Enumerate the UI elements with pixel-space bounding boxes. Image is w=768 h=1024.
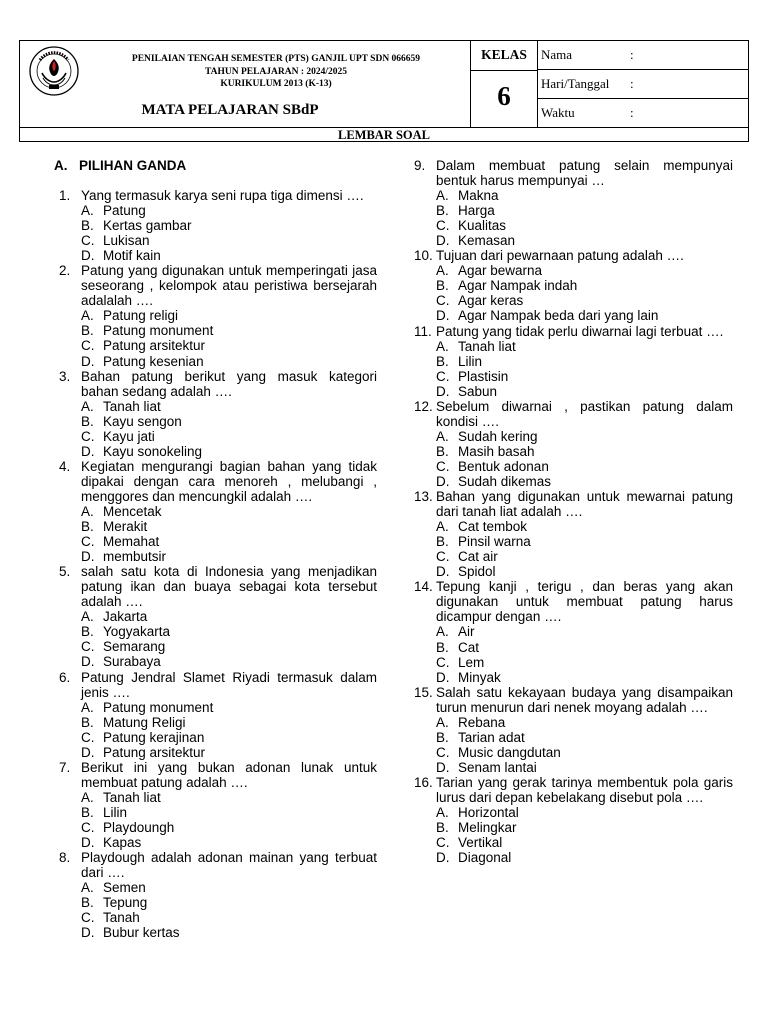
option-letter: C. bbox=[81, 534, 95, 550]
option-text: Rebana bbox=[458, 714, 506, 730]
name-colon: : bbox=[630, 47, 634, 62]
class-label: KELAS bbox=[481, 47, 527, 62]
answer-option[interactable] bbox=[81, 323, 377, 338]
answer-option[interactable] bbox=[81, 790, 377, 805]
option-letter: C. bbox=[81, 233, 95, 249]
class-cell bbox=[471, 41, 538, 127]
answer-options bbox=[436, 188, 733, 248]
option-letter: B. bbox=[436, 443, 449, 459]
option-text: Kapas bbox=[103, 835, 142, 851]
tut-wuri-handayani-logo bbox=[26, 45, 82, 97]
curriculum-line: KURIKULUM 2013 (K-13) bbox=[220, 79, 332, 89]
answer-options bbox=[436, 715, 733, 775]
option-letter: D. bbox=[436, 383, 450, 399]
sheet-title: LEMBAR SOAL bbox=[20, 127, 748, 143]
answer-option[interactable] bbox=[81, 429, 377, 444]
question-number: 12. bbox=[414, 398, 433, 414]
option-letter: B. bbox=[436, 729, 449, 745]
option-text: Semen bbox=[103, 880, 146, 896]
option-text: Tarian adat bbox=[458, 729, 525, 745]
question-text: Yang termasuk karya seni rupa tiga dimensi …. bbox=[81, 188, 364, 203]
question-text: Tarian yang gerak tarinya membentuk pola garis lurus dari depan kebelakang disebut pola …. bbox=[436, 774, 733, 805]
question-text: Berikut ini yang bukan adonan lunak untuk membuat patung adalah …. bbox=[81, 759, 377, 790]
option-letter: B. bbox=[81, 895, 94, 911]
option-text: Minyak bbox=[458, 669, 501, 685]
question-number: 2. bbox=[59, 263, 71, 279]
questions-right-column bbox=[414, 158, 733, 865]
answer-option[interactable] bbox=[436, 624, 733, 639]
question-text: Salah satu kekayaan budaya yang disampaikan turun menurun dari nenek moyang adalah …. bbox=[436, 684, 733, 715]
answer-options bbox=[81, 790, 377, 850]
option-letter: A. bbox=[436, 428, 449, 444]
answer-options bbox=[436, 624, 733, 684]
option-letter: C. bbox=[436, 293, 450, 309]
answer-option[interactable] bbox=[81, 338, 377, 353]
option-letter: B. bbox=[436, 353, 449, 369]
option-text: membutsir bbox=[103, 549, 167, 565]
school-info bbox=[90, 53, 462, 91]
class-number: 6 bbox=[497, 81, 511, 111]
option-text: Lilin bbox=[103, 804, 128, 820]
option-letter: B. bbox=[81, 714, 94, 730]
option-text: Patung bbox=[103, 203, 146, 219]
time-label: Waktu bbox=[541, 105, 575, 120]
option-letter: A. bbox=[81, 789, 94, 805]
answer-option[interactable] bbox=[436, 670, 733, 685]
question-text: Dalam membuat patung selain mempunyai bentuk harus mempunyai … bbox=[436, 158, 733, 189]
question-number: 1. bbox=[59, 188, 71, 203]
option-letter: D. bbox=[81, 443, 95, 459]
question-text: Tepung kanji , terigu , dan beras yang akan digunakan untuk membuat patung harus dicampur dengan …. bbox=[436, 579, 733, 625]
option-text: Kayu jati bbox=[103, 428, 155, 444]
question-number: 4. bbox=[59, 458, 71, 474]
question-number: 6. bbox=[59, 669, 71, 685]
option-letter: A. bbox=[436, 714, 449, 730]
question-item bbox=[414, 324, 733, 399]
option-text: Memahat bbox=[103, 534, 160, 550]
answer-option[interactable] bbox=[436, 745, 733, 760]
answer-options bbox=[436, 263, 733, 323]
question-number: 8. bbox=[59, 850, 71, 866]
option-letter: D. bbox=[436, 669, 450, 685]
answer-option[interactable] bbox=[81, 925, 377, 940]
answer-option[interactable] bbox=[436, 188, 733, 203]
question-item bbox=[414, 579, 733, 684]
class-divider bbox=[471, 70, 537, 71]
subject-title: MATA PELAJARAN SBdP bbox=[141, 102, 319, 118]
option-letter: C. bbox=[436, 654, 450, 670]
option-text: Patung monument bbox=[103, 323, 214, 339]
student-info-fields bbox=[538, 41, 749, 127]
answer-options bbox=[81, 609, 377, 669]
question-item bbox=[59, 459, 377, 564]
date-field[interactable] bbox=[538, 70, 749, 99]
answer-option[interactable] bbox=[436, 474, 733, 489]
option-text: Lem bbox=[458, 654, 485, 670]
answer-option[interactable] bbox=[81, 700, 377, 715]
question-item bbox=[59, 850, 377, 940]
answer-option[interactable] bbox=[436, 218, 733, 233]
answer-option[interactable] bbox=[81, 308, 377, 323]
option-letter: A. bbox=[436, 263, 449, 279]
question-item bbox=[59, 760, 377, 850]
answer-option[interactable] bbox=[436, 339, 733, 354]
option-letter: D. bbox=[436, 564, 450, 580]
option-text: Cat air bbox=[458, 549, 498, 565]
school-year-line: TAHUN PELAJARAN : 2024/2025 bbox=[204, 66, 348, 77]
answer-option[interactable] bbox=[81, 534, 377, 549]
answer-options bbox=[81, 399, 377, 459]
option-letter: D. bbox=[81, 925, 95, 941]
answer-option[interactable] bbox=[81, 414, 377, 429]
answer-options bbox=[436, 339, 733, 399]
option-letter: C. bbox=[436, 744, 450, 760]
option-text: Tanah bbox=[103, 910, 140, 926]
question-number: 10. bbox=[414, 248, 433, 264]
answer-option[interactable] bbox=[436, 233, 733, 248]
option-text: Cat tembok bbox=[458, 519, 528, 535]
option-letter: A. bbox=[81, 308, 94, 324]
answer-option[interactable] bbox=[81, 504, 377, 519]
answer-option[interactable] bbox=[81, 399, 377, 414]
option-text: Semarang bbox=[103, 639, 166, 655]
option-text: Patung arsitektur bbox=[103, 744, 206, 760]
answer-option[interactable] bbox=[81, 805, 377, 820]
option-letter: B. bbox=[81, 519, 94, 535]
answer-option[interactable] bbox=[436, 429, 733, 444]
question-number: 15. bbox=[414, 684, 433, 700]
answer-option[interactable] bbox=[436, 459, 733, 474]
answer-options bbox=[81, 880, 377, 940]
option-text: Lukisan bbox=[103, 233, 150, 249]
answer-option[interactable] bbox=[436, 549, 733, 564]
answer-options bbox=[81, 700, 377, 760]
option-letter: D. bbox=[81, 654, 95, 670]
question-text: Playdough adalah adonan mainan yang terbuat dari …. bbox=[81, 850, 377, 881]
option-text: Tanah liat bbox=[458, 338, 516, 354]
option-letter: B. bbox=[81, 413, 94, 429]
option-letter: C. bbox=[436, 218, 450, 234]
option-text: Makna bbox=[458, 188, 499, 204]
answer-options bbox=[81, 308, 377, 368]
exam-header bbox=[19, 40, 749, 142]
option-text: Agar Nampak beda dari yang lain bbox=[458, 308, 659, 324]
name-label: Nama bbox=[541, 47, 573, 62]
option-text: Yogyakarta bbox=[103, 624, 171, 640]
answer-option[interactable] bbox=[81, 354, 377, 369]
option-text: Pinsil warna bbox=[458, 534, 531, 550]
answer-option[interactable] bbox=[436, 444, 733, 459]
answer-option[interactable] bbox=[436, 820, 733, 835]
section-number: A. bbox=[54, 158, 68, 173]
option-text: Kayu sonokeling bbox=[103, 443, 203, 459]
question-item bbox=[414, 248, 733, 323]
option-letter: C. bbox=[436, 835, 450, 851]
question-item bbox=[414, 685, 733, 775]
answer-option[interactable] bbox=[81, 639, 377, 654]
answer-option[interactable] bbox=[81, 549, 377, 564]
option-text: Sudah dikemas bbox=[458, 473, 552, 489]
option-text: Plastisin bbox=[458, 368, 509, 384]
option-letter: A. bbox=[81, 503, 94, 519]
option-letter: B. bbox=[81, 218, 94, 234]
answer-option[interactable] bbox=[81, 248, 377, 263]
option-text: Bubur kertas bbox=[103, 925, 180, 941]
answer-option[interactable] bbox=[81, 519, 377, 534]
question-number: 13. bbox=[414, 489, 433, 505]
question-item bbox=[414, 158, 733, 248]
option-letter: B. bbox=[81, 323, 94, 339]
answer-option[interactable] bbox=[81, 895, 377, 910]
option-letter: A. bbox=[81, 699, 94, 715]
answer-option[interactable] bbox=[436, 835, 733, 850]
option-text: Playdoungh bbox=[103, 819, 175, 835]
answer-option[interactable] bbox=[436, 203, 733, 218]
answer-option[interactable] bbox=[81, 745, 377, 760]
answer-option[interactable] bbox=[436, 715, 733, 730]
answer-option[interactable] bbox=[436, 263, 733, 278]
question-text: Bahan patung berikut yang masuk kategori bahan sedang adalah …. bbox=[81, 368, 377, 399]
option-text: Merakit bbox=[103, 519, 148, 535]
question-text: Kegiatan mengurangi bagian bahan yang tidak dipakai dengan cara menoreh , melubangi , menggores dan mencungkil adalah …. bbox=[81, 458, 377, 504]
option-letter: A. bbox=[436, 624, 449, 640]
option-text: Kayu sengon bbox=[103, 413, 182, 429]
option-text: Jakarta bbox=[103, 609, 148, 625]
question-number: 7. bbox=[59, 759, 71, 775]
option-letter: B. bbox=[436, 534, 449, 550]
option-letter: C. bbox=[81, 639, 95, 655]
option-letter: C. bbox=[436, 458, 450, 474]
option-letter: C. bbox=[81, 819, 95, 835]
question-number: 5. bbox=[59, 564, 71, 580]
option-text: Agar bewarna bbox=[458, 263, 543, 279]
answer-option[interactable] bbox=[81, 444, 377, 459]
option-letter: B. bbox=[81, 624, 94, 640]
exam-title-line: PENILAIAN TENGAH SEMESTER (PTS) GANJIL UPT SDN 066659 bbox=[131, 54, 421, 64]
question-number: 11. bbox=[414, 323, 432, 339]
option-text: Spidol bbox=[458, 564, 496, 580]
option-letter: A. bbox=[436, 519, 449, 535]
section-heading bbox=[54, 158, 377, 173]
option-letter: A. bbox=[81, 880, 94, 896]
option-letter: B. bbox=[81, 804, 94, 820]
option-text: Cat bbox=[458, 639, 480, 655]
option-letter: C. bbox=[436, 549, 450, 565]
question-item bbox=[414, 775, 733, 865]
question-text: Tujuan dari pewarnaan patung adalah …. bbox=[436, 248, 684, 264]
answer-option[interactable] bbox=[436, 534, 733, 549]
time-colon: : bbox=[630, 105, 634, 120]
option-text: Kualitas bbox=[458, 218, 507, 234]
option-letter: B. bbox=[436, 639, 449, 655]
option-letter: A. bbox=[81, 609, 94, 625]
option-text: Mencetak bbox=[103, 503, 162, 519]
option-text: Diagonal bbox=[458, 850, 512, 866]
answer-option[interactable] bbox=[436, 384, 733, 399]
answer-option[interactable] bbox=[81, 835, 377, 850]
option-letter: A. bbox=[436, 805, 449, 821]
answer-options bbox=[81, 203, 377, 263]
answer-option[interactable] bbox=[81, 233, 377, 248]
option-text: Agar keras bbox=[458, 293, 524, 309]
option-letter: A. bbox=[436, 338, 449, 354]
option-letter: C. bbox=[81, 910, 95, 926]
questions-left-column bbox=[54, 158, 377, 941]
answer-option[interactable] bbox=[81, 730, 377, 745]
question-number: 14. bbox=[414, 579, 433, 595]
option-text: Masih basah bbox=[458, 443, 535, 459]
option-text: Patung monument bbox=[103, 699, 214, 715]
answer-option[interactable] bbox=[81, 218, 377, 233]
option-letter: B. bbox=[436, 820, 449, 836]
question-text: Patung yang tidak perlu diwarnai lagi terbuat …. bbox=[436, 323, 724, 339]
option-letter: C. bbox=[81, 729, 95, 745]
option-text: Melingkar bbox=[458, 820, 517, 836]
question-text: Bahan yang digunakan untuk mewarnai patung dari tanah liat adalah …. bbox=[436, 489, 733, 520]
option-text: Kertas gambar bbox=[103, 218, 192, 234]
answer-option[interactable] bbox=[436, 293, 733, 308]
option-text: Vertikal bbox=[458, 835, 503, 851]
answer-options bbox=[81, 504, 377, 564]
question-number: 3. bbox=[59, 368, 71, 384]
question-item bbox=[59, 263, 377, 368]
option-letter: B. bbox=[436, 203, 449, 219]
option-text: Sudah kering bbox=[458, 428, 538, 444]
answer-option[interactable] bbox=[436, 354, 733, 369]
option-text: Patung religi bbox=[103, 308, 179, 324]
question-number: 16. bbox=[414, 774, 433, 790]
option-letter: A. bbox=[436, 188, 449, 204]
option-text: Bentuk adonan bbox=[458, 458, 549, 474]
answer-option[interactable] bbox=[436, 519, 733, 534]
option-text: Lilin bbox=[458, 353, 483, 369]
section-title: PILIHAN GANDA bbox=[79, 158, 187, 173]
option-text: Harga bbox=[458, 203, 495, 219]
option-letter: D. bbox=[436, 473, 450, 489]
option-letter: C. bbox=[436, 368, 450, 384]
question-item bbox=[59, 369, 377, 459]
option-letter: D. bbox=[81, 353, 95, 369]
option-letter: D. bbox=[436, 233, 450, 249]
answer-option[interactable] bbox=[436, 369, 733, 384]
option-letter: D. bbox=[436, 850, 450, 866]
option-text: Surabaya bbox=[103, 654, 161, 670]
option-letter: D. bbox=[81, 835, 95, 851]
question-item bbox=[59, 188, 377, 263]
answer-options bbox=[436, 805, 733, 865]
option-letter: D. bbox=[436, 308, 450, 324]
answer-option[interactable] bbox=[436, 730, 733, 745]
option-letter: C. bbox=[81, 338, 95, 354]
option-letter: B. bbox=[436, 278, 449, 294]
option-text: Air bbox=[458, 624, 475, 640]
option-text: Sabun bbox=[458, 383, 498, 399]
answer-option[interactable] bbox=[81, 910, 377, 925]
option-letter: D. bbox=[436, 759, 450, 775]
answer-option[interactable] bbox=[436, 760, 733, 775]
answer-option[interactable] bbox=[436, 278, 733, 293]
option-text: Patung arsitektur bbox=[103, 338, 206, 354]
option-text: Kemasan bbox=[458, 233, 516, 249]
answer-option[interactable] bbox=[81, 715, 377, 730]
answer-option[interactable] bbox=[436, 805, 733, 820]
answer-option[interactable] bbox=[436, 655, 733, 670]
question-item bbox=[59, 564, 377, 669]
header-school-cell bbox=[20, 41, 471, 127]
answer-option[interactable] bbox=[436, 308, 733, 323]
option-text: Horizontal bbox=[458, 805, 519, 821]
answer-options bbox=[436, 519, 733, 579]
option-letter: A. bbox=[81, 398, 94, 414]
option-letter: A. bbox=[81, 203, 94, 219]
question-text: Sebelum diwarnai , pastikan patung dalam kondisi …. bbox=[436, 398, 733, 429]
answer-option[interactable] bbox=[81, 624, 377, 639]
option-text: Senam lantai bbox=[458, 759, 537, 775]
date-label: Hari/Tanggal bbox=[541, 76, 610, 91]
answer-option[interactable] bbox=[81, 654, 377, 669]
answer-options bbox=[436, 429, 733, 489]
answer-option[interactable] bbox=[436, 564, 733, 579]
question-item bbox=[414, 489, 733, 579]
question-number: 9. bbox=[414, 158, 426, 173]
answer-option[interactable] bbox=[436, 850, 733, 865]
question-text: Patung yang digunakan untuk memperingati jasa seseorang , kelompok atau peristiwa bersejarah adalalah …. bbox=[81, 263, 377, 309]
answer-option[interactable] bbox=[81, 880, 377, 895]
question-item bbox=[59, 670, 377, 760]
answer-option[interactable] bbox=[81, 203, 377, 218]
answer-option[interactable] bbox=[81, 820, 377, 835]
option-letter: D. bbox=[81, 248, 95, 264]
question-item bbox=[414, 399, 733, 489]
option-text: Tepung bbox=[103, 895, 148, 911]
option-letter: D. bbox=[81, 744, 95, 760]
name-field[interactable] bbox=[538, 41, 749, 70]
option-text: Music dangdutan bbox=[458, 744, 561, 760]
option-text: Matung Religi bbox=[103, 714, 186, 730]
time-field[interactable] bbox=[538, 99, 749, 128]
option-text: Motif kain bbox=[103, 248, 161, 264]
answer-option[interactable] bbox=[81, 609, 377, 624]
option-text: Patung kesenian bbox=[103, 353, 204, 369]
option-text: Agar Nampak indah bbox=[458, 278, 578, 294]
date-colon: : bbox=[630, 76, 634, 91]
question-text: Patung Jendral Slamet Riyadi termasuk dalam jenis …. bbox=[81, 669, 377, 700]
option-text: Tanah liat bbox=[103, 398, 161, 414]
question-text: salah satu kota di Indonesia yang menjadikan patung ikan dan buaya sebagai kota tersebut adalah …. bbox=[81, 564, 377, 610]
option-text: Tanah liat bbox=[103, 789, 161, 805]
answer-option[interactable] bbox=[436, 640, 733, 655]
option-text: Patung kerajinan bbox=[103, 729, 205, 745]
option-letter: D. bbox=[81, 549, 95, 565]
option-letter: C. bbox=[81, 428, 95, 444]
